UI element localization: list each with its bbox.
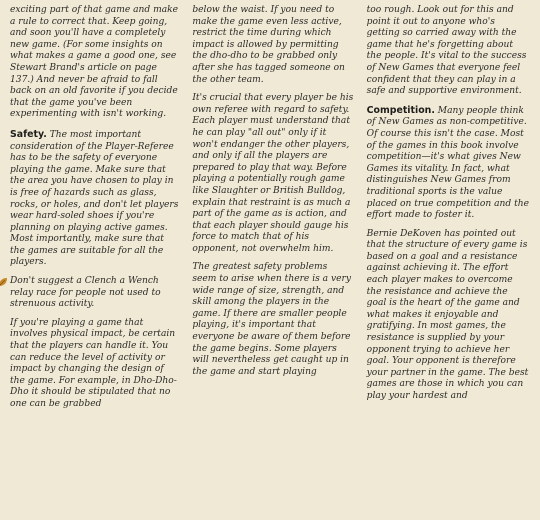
text-column-1 [10,5,179,520]
paragraph: The greatest safety problems seem to arise when there is a very wide range of size, strength, and skill among the players in the game. If there are smaller people playing, it's important that everyone be aware of them before the game begins. Some players will nevertheless get caught up in the game and start playing [192,262,351,377]
tip-text: Don't suggest a Clench a Wench relay race for people not used to strenuous activity. [10,276,161,310]
section-heading-safety: Safety. [10,128,47,140]
paragraph: Bernie DeKoven has pointed out that the structure of every game is based on a goal and a resistance against achieving it. The effort each player makes to overcome the resistance and achieve the goal is the heart of the game and what makes it enjoyable and gratifying. In most games, the resistance is supplied by your opponent trying to achieve her goal. Your opponent is therefore your partner in the game. The best games are those in which you can play your hardest and [366,228,529,401]
safety-paragraph [10,129,179,269]
paragraph: below the waist. If you need to make the game even less active, restrict the time during which impact is allowed by permitting the dho-dho to be grabbed only after she has tagged someone on the other team. [192,5,345,85]
section-heading-competition: Competition. [366,104,435,116]
safety-text: The most important consideration of the Player-Referee has to be the safety of everyone playing the game. Make sure that the area you have chosen to play in is free of hazards such as glass, rocks, or holes, and don't let players wear hard-soled shoes if you're planning on playing active games. Most importantly, make sure that the games are suitable for all the players. [10,129,179,268]
text-column-2 [192,5,353,520]
paragraph: exciting part of that game and make a rule to correct that. Keep going, and soon you'll have a completely new game. (For some insights on what makes a game a good one, see Stewart Brand's article on page 137.) And never be afraid to fall back on an old favorite if you decide that the game you've been experimenting with isn't working. [10,5,179,120]
leaf-icon [0,277,8,287]
paragraph: It's crucial that every player be his own referee with regard to safety. Each player must understand that he can play "all out" only if it won't endanger the other players, and only if all the players are prepared to play that way. Before playing a potentially rough game like Slaughter or British Bulldog, explain that restraint is as much a part of the game as is action, and that each player should gauge his force to match that of his opponent, not overwhelm him. [192,93,354,254]
paragraph: too rough. Look out for this and point it out to anyone who's getting so carried away with the game that he's forgetting about the people. It's vital to the success of New Games that everyone feel confident that they can play in a safe and supportive environment. [366,5,527,97]
tip-paragraph [10,276,179,311]
paragraph: If you're playing a game that involves physical impact, be certain that the players can handle it. You can reduce the level of activity or impact by changing the design of the game. For example, in Dho-Dho-Dho it should be stipulated that no one can be grabbed [10,317,177,409]
text-column-3 [367,5,530,520]
competition-text: Many people think of New Games as non-competitive. Of course this isn't the case. Most of the games in this book involve competition—it's what gives New Games its vitality. In fact, what distinguishes New Games from traditional sports is the value placed on true competition and the effort made to foster it. [366,105,529,221]
competition-paragraph [367,105,530,222]
